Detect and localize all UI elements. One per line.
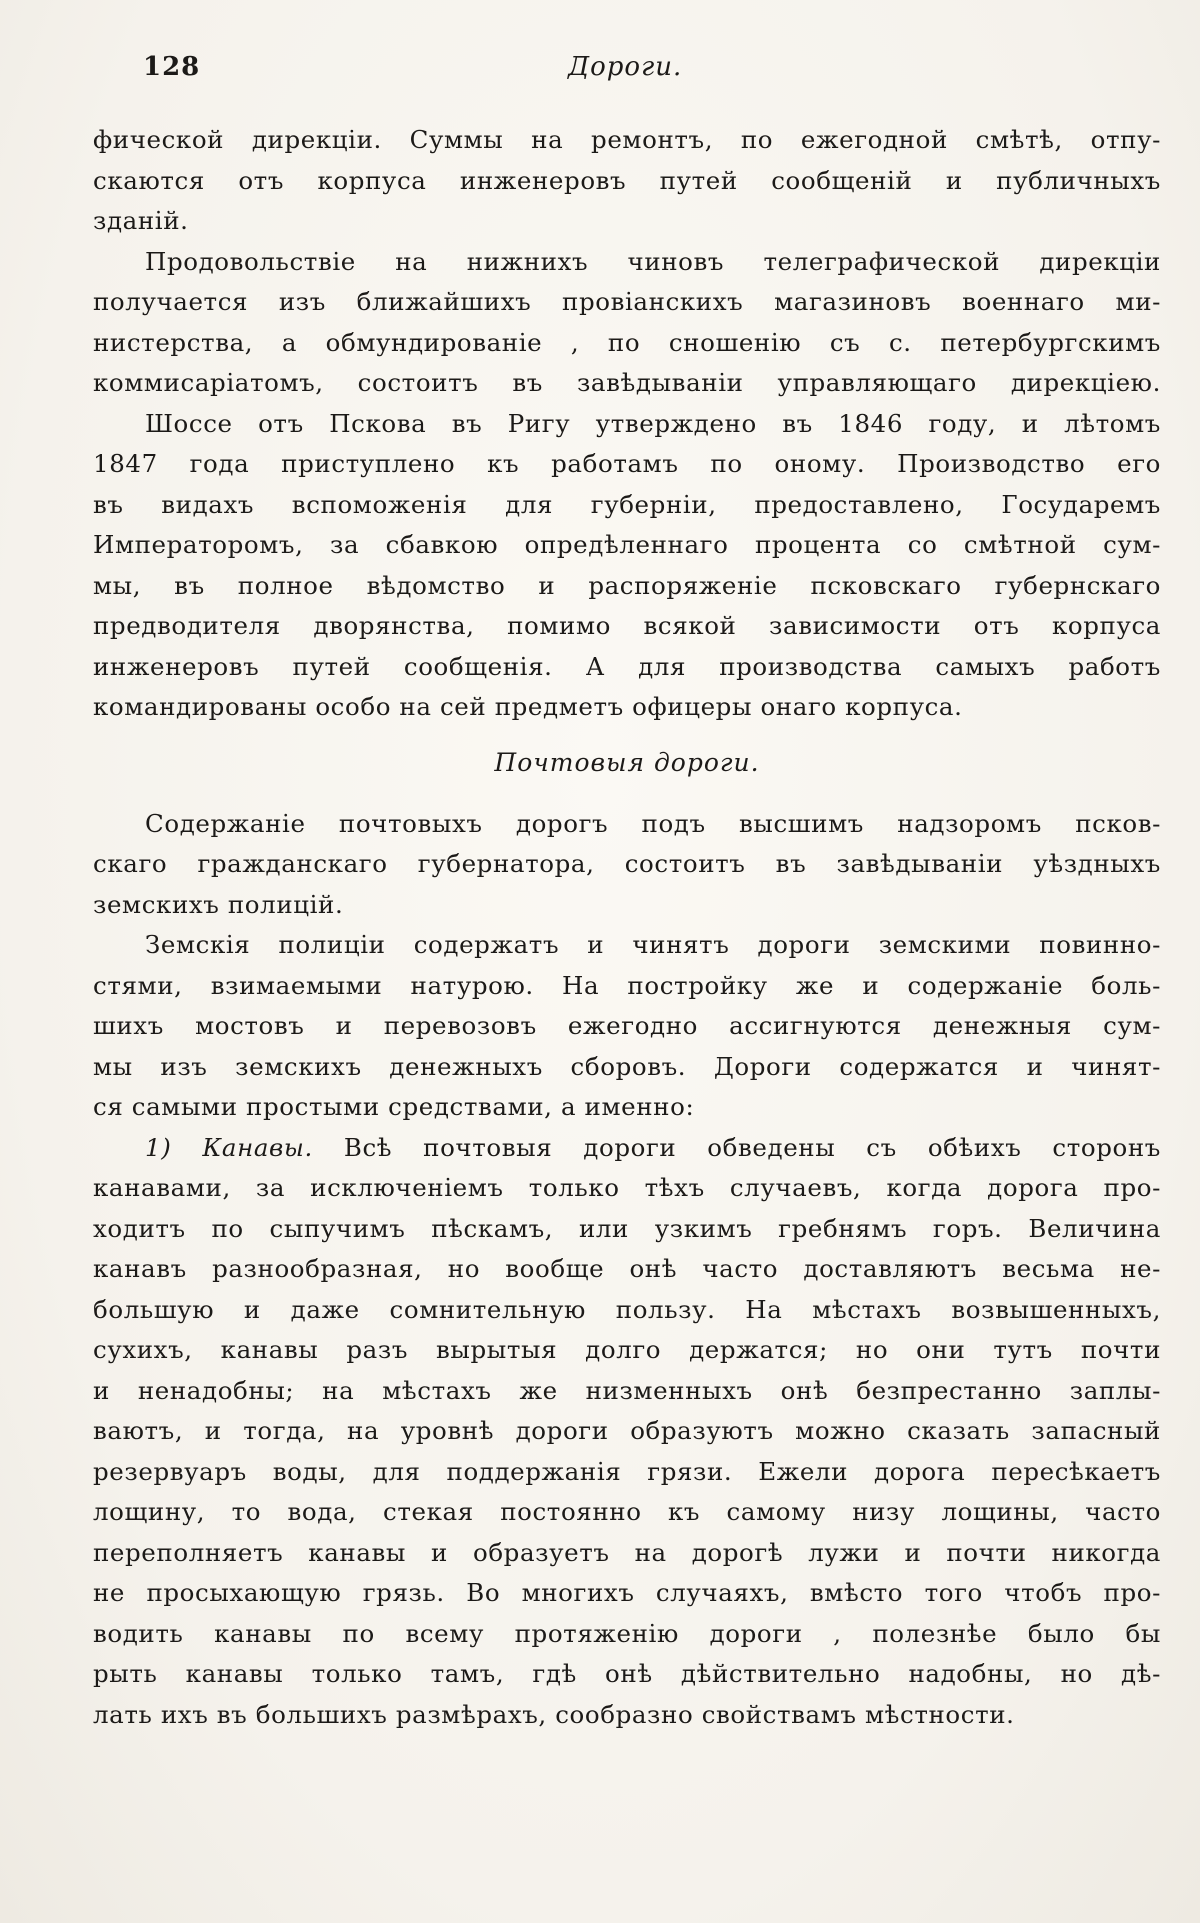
text-line: фической дирекціи. Суммы на ремонтъ, по ежегодной смѣтѣ, отпу- (93, 125, 1161, 154)
text-line: канавъ разнообразная, но вообще онѣ часто доставляютъ весьма не- (93, 1254, 1161, 1283)
page-header (143, 52, 1053, 92)
text-line: канавами, за исключеніемъ только тѣхъ случаевъ, когда дорога про- (93, 1173, 1161, 1202)
text-line: коммисаріатомъ, состоитъ въ завѣдываніи управляющаго дирекціею. (93, 368, 1161, 397)
text-line: предводителя дворянства, помимо всякой зависимости отъ корпуса (93, 611, 1161, 640)
text-line: лать ихъ въ большихъ размѣрахъ, сообразно свойствамъ мѣстности. (93, 1699, 1015, 1729)
text-line: лощину, то вода, стекая постоянно къ самому низу лощины, часто (93, 1497, 1161, 1526)
text-line: рыть канавы только тамъ, гдѣ онѣ дѣйствительно надобны, но дѣ- (93, 1659, 1161, 1688)
text-line: командированы особо на сей предметъ офицеры онаго корпуса. (93, 692, 963, 721)
text-line: скаго гражданскаго губернатора, состоитъ въ завѣдываніи уѣздныхъ (93, 849, 1161, 878)
text-line: получается изъ ближайшихъ провіанскихъ магазиновъ военнаго ми- (93, 287, 1161, 316)
text-line: Земскія полиціи содержатъ и чинятъ дороги земскими повинно- (145, 930, 1161, 959)
text-line (93, 1128, 1161, 1169)
text-line: нистерства, а обмундированіе , по сношенію съ с. петербургскимъ (93, 327, 1161, 357)
text-line: земскихъ полицій. (93, 889, 344, 919)
text-line: стями, взимаемыми натурою. На постройку же и содержаніе боль- (93, 970, 1161, 1000)
text-line: ходитъ по сыпучимъ пѣскамъ, или узкимъ гребнямъ горъ. Величина (93, 1213, 1161, 1243)
item-lead: 1) Канавы. (145, 1132, 313, 1162)
text-line: зданій. (93, 206, 189, 235)
text-line: ваютъ, и тогда, на уровнѣ дороги образуютъ можно сказать запасный (93, 1416, 1161, 1445)
text-line: мы, въ полное вѣдомство и распоряженіе псковскаго губернскаго (93, 570, 1161, 600)
text-line: резервуаръ воды, для поддержанія грязи. Ежели дорога пересѣкаетъ (93, 1456, 1161, 1486)
text-line-rest: Всѣ почтовыя дороги обведены съ обѣихъ сторонъ (343, 1132, 1161, 1162)
text-line: Содержаніе почтовыхъ дорогъ подъ высшимъ надзоромъ псков- (145, 808, 1161, 838)
text-line: инженеровъ путей сообщенія. А для производства самыхъ работъ (93, 651, 1161, 681)
text-line: большую и даже сомнительную пользу. На мѣстахъ возвышенныхъ, (93, 1294, 1161, 1324)
text-line: 1847 года приступлено къ работамъ по оному. Производство его (93, 449, 1161, 478)
text-line: въ видахъ вспоможенія для губерніи, предоставлено, Государемъ (93, 489, 1161, 519)
text-line: сухихъ, канавы разъ вырытыя долго держатся; но они тутъ почти (93, 1335, 1161, 1364)
text-line: шихъ мостовъ и перевозовъ ежегодно ассигнуются денежныя сум- (93, 1011, 1161, 1040)
text-line: переполняетъ канавы и образуетъ на дорогѣ лужи и почти никогда (93, 1537, 1161, 1567)
text-line: скаются отъ корпуса инженеровъ путей сообщеній и публичныхъ (93, 165, 1161, 195)
text-line: мы изъ земскихъ денежныхъ сборовъ. Дороги содержатся и чинят- (93, 1051, 1161, 1081)
body-text (93, 120, 1161, 1735)
page-number: 128 (143, 52, 201, 82)
text-line: Императоромъ, за сбавкою опредѣленнаго процента со смѣтной сум- (93, 530, 1161, 559)
text-line: водить канавы по всему протяженію дороги , полезнѣе было бы (93, 1618, 1161, 1648)
section-title: Почтовыя дороги. (494, 747, 760, 777)
running-title: Дороги. (568, 52, 683, 82)
text-line: и ненадобны; на мѣстахъ же низменныхъ онѣ безпрестанно заплы- (93, 1375, 1161, 1405)
text-line: не просыхающую грязь. Во многихъ случаяхъ, вмѣсто того чтобъ про- (93, 1578, 1161, 1607)
text-line: Шоссе отъ Пскова въ Ригу утверждено въ 1846 году, и лѣтомъ (145, 408, 1161, 438)
text-line: ся самыми простыми средствами, а именно: (93, 1092, 695, 1121)
text-line: Продовольствіе на нижнихъ чиновъ телеграфической дирекціи (145, 246, 1161, 276)
